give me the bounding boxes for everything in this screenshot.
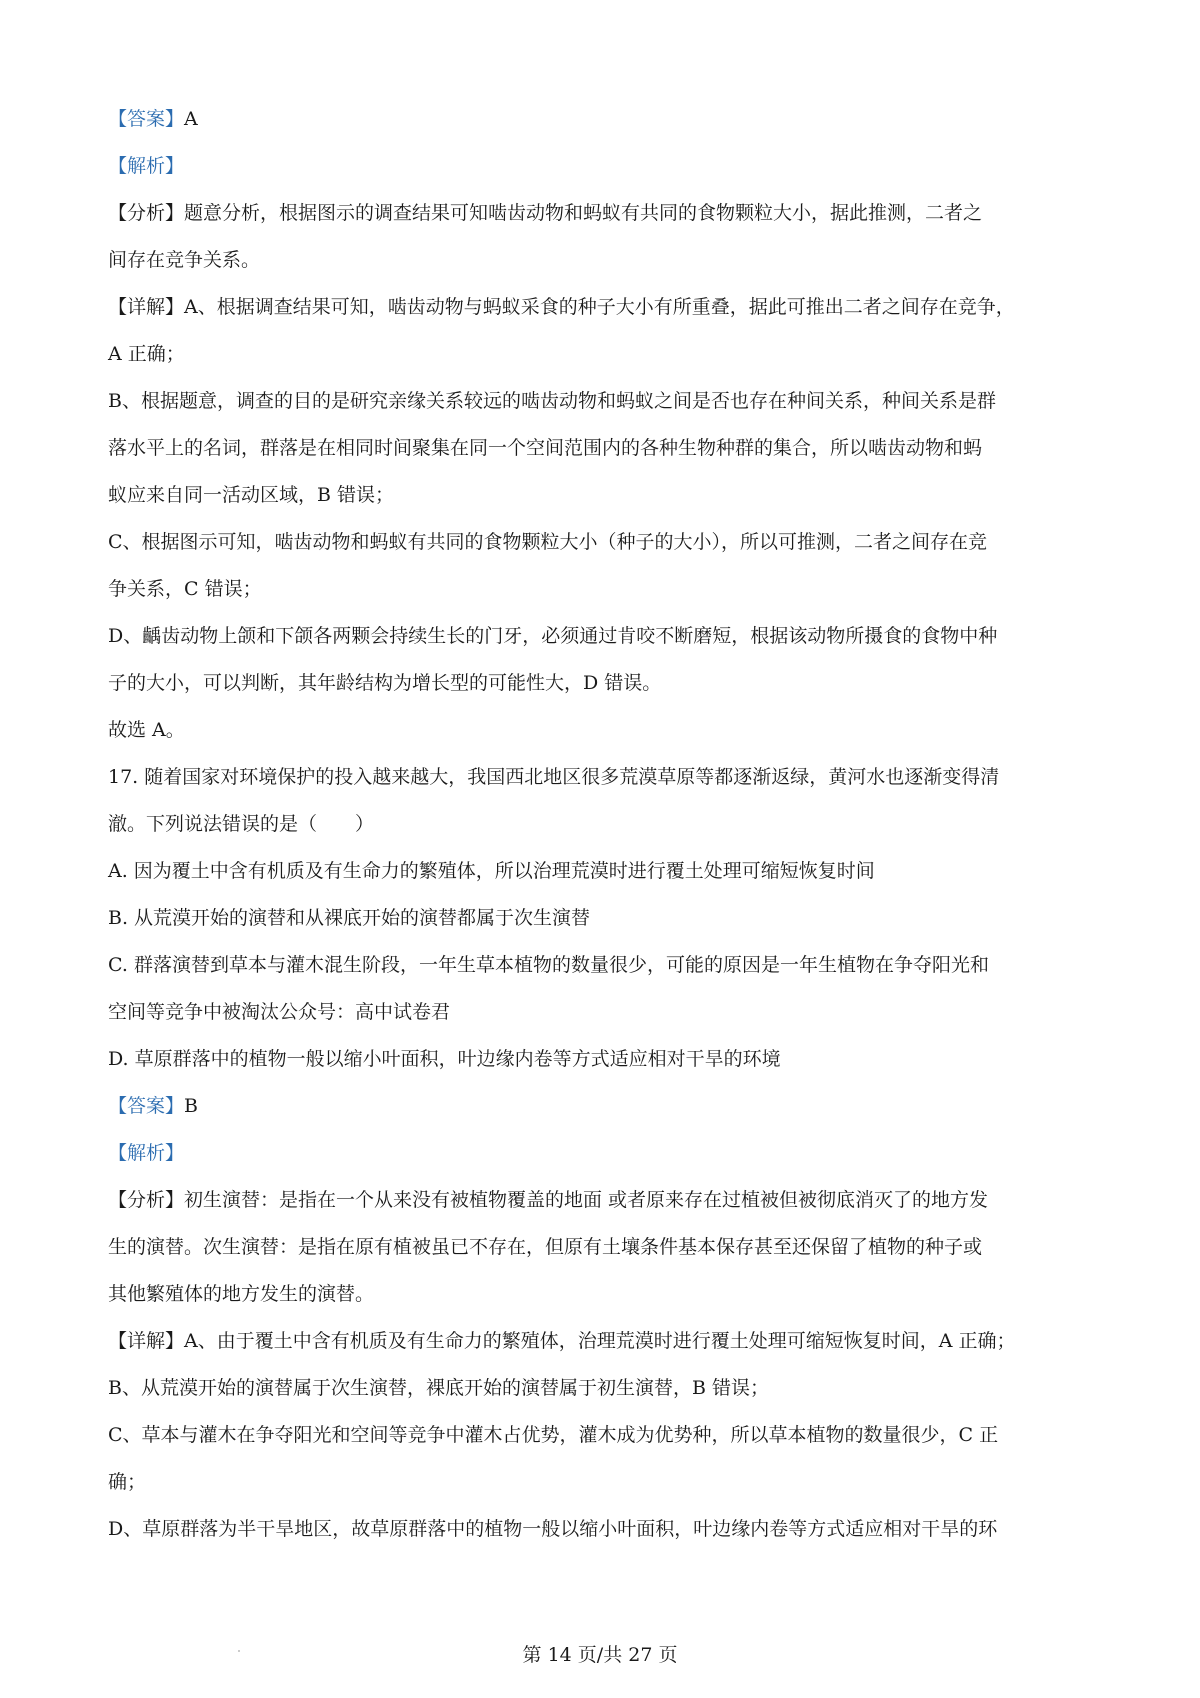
q16-detail-c-line-1: C、根据图示可知，啮齿动物和蚂蚁有共同的食物颗粒大小（种子的大小），所以可推测，二者之间存在竞 xyxy=(108,531,988,553)
q17-option-a: A. 因为覆土中含有机质及有生命力的繁殖体，所以治理荒漠时进行覆土处理可缩短恢复时间 xyxy=(108,860,875,882)
q17-option-b: B. 从荒漠开始的演替和从裸底开始的演替都属于次生演替 xyxy=(108,907,591,929)
q16-detail-d-line-2: 子的大小，可以判断，其年龄结构为增长型的可能性大，D 错误。 xyxy=(108,672,662,694)
q17-fenxi-line-3: 其他繁殖体的地方发生的演替。 xyxy=(108,1283,375,1305)
q16-fenxi-line-1 xyxy=(108,190,1098,237)
detail-text: A、根据调查结果可知，啮齿动物与蚂蚁采食的种子大小有所重叠，据此可推出二者之间存在竞争， xyxy=(184,296,1015,318)
analysis-tag: 【解析】 xyxy=(108,155,185,177)
q17-analysis-line xyxy=(108,1130,1098,1177)
answer-tag: 【答案】 xyxy=(108,108,185,130)
fenxi-text: 初生演替：是指在一个从来没有被植物覆盖的地面 或者原来存在过植被但被彻底消灭了的地方发 xyxy=(184,1189,989,1211)
q17-stem-line-2: 澈。下列说法错误的是（ ） xyxy=(108,813,375,835)
answer-tag: 【答案】 xyxy=(108,1095,185,1117)
q17-option-c-line-1: C. 群落演替到草本与灌木混生阶段，一年生草本植物的数量很少，可能的原因是一年生植物在争夺阳光和 xyxy=(108,954,989,976)
page-footer: 第 14 页/共 27 页 xyxy=(522,1644,678,1666)
answer-value: B xyxy=(184,1095,198,1117)
q16-detail-b-line-3: 蚁应来自同一活动区域，B 错误； xyxy=(108,484,395,506)
fenxi-text: 题意分析，根据图示的调查结果可知啮齿动物和蚂蚁有共同的食物颗粒大小，据此推测，二者之 xyxy=(184,202,983,224)
analysis-tag: 【解析】 xyxy=(108,1142,185,1164)
q16-detail-a-line-2: A 正确； xyxy=(108,343,185,365)
q16-answer-line xyxy=(108,96,1098,143)
q17-detail-d-line-1: D、草原群落为半干旱地区，故草原群落中的植物一般以缩小叶面积，叶边缘内卷等方式适应相对干旱的环 xyxy=(108,1518,998,1540)
q16-detail-d-line-1: D、齲齿动物上颌和下颌各两颗会持续生长的门牙，必须通过肯咬不断磨短，根据该动物所摄食的食物中种 xyxy=(108,625,998,647)
q16-detail-b-line-2: 落水平上的名词，群落是在相同时间聚集在同一个空间范围内的各种生物种群的集合，所以啮齿动物和蚂 xyxy=(108,437,983,459)
q17-answer-line xyxy=(108,1083,1098,1130)
q16-choose-line: 故选 A。 xyxy=(108,719,185,741)
q16-detail-a-line-1 xyxy=(108,284,1098,331)
q17-fenxi-line-2: 生的演替。次生演替：是指在原有植被虽已不存在，但原有土壤条件基本保存甚至还保留了植物的种子或 xyxy=(108,1236,983,1258)
q16-analysis-line xyxy=(108,143,1098,190)
q17-detail-c-line-2: 确； xyxy=(108,1471,147,1493)
q17-detail-b-line-1: B、从荒漠开始的演替属于次生演替，裸底开始的演替属于初生演替，B 错误； xyxy=(108,1377,769,1399)
q17-detail-a-line-1 xyxy=(108,1318,1098,1365)
q17-option-d: D. 草原群落中的植物一般以缩小叶面积，叶边缘内卷等方式适应相对干旱的环境 xyxy=(108,1048,781,1070)
detail-tag: 【详解】 xyxy=(108,1330,185,1352)
q16-detail-c-line-2: 争关系，C 错误； xyxy=(108,578,262,600)
fenxi-tag: 【分析】 xyxy=(108,202,185,224)
detail-tag: 【详解】 xyxy=(108,296,185,318)
q17-option-c-line-2: 空间等竞争中被淘汰公众号：高中试卷君 xyxy=(108,1001,451,1023)
q17-fenxi-line-1 xyxy=(108,1177,1098,1224)
fenxi-tag: 【分析】 xyxy=(108,1189,185,1211)
q16-detail-b-line-1: B、根据题意，调查的目的是研究亲缘关系较远的啮齿动物和蚂蚁之间是否也存在种间关系，种间关系是群 xyxy=(108,390,996,412)
q17-detail-c-line-1: C、草本与灌木在争夺阳光和空间等竞争中灌木占优势，灌木成为优势种，所以草本植物的数量很少，C 正 xyxy=(108,1424,999,1446)
answer-value: A xyxy=(184,108,198,130)
q17-stem-line-1: 17. 随着国家对环境保护的投入越来越大，我国西北地区很多荒漠草原等都逐渐返绿，黄河水也逐渐变得清 xyxy=(108,766,1000,788)
page-content xyxy=(108,96,1098,1553)
q16-fenxi-line-2: 间存在竞争关系。 xyxy=(108,249,261,271)
detail-text: A、由于覆土中含有机质及有生命力的繁殖体，治理荒漠时进行覆土处理可缩短恢复时间，A 正确； xyxy=(184,1330,1016,1352)
